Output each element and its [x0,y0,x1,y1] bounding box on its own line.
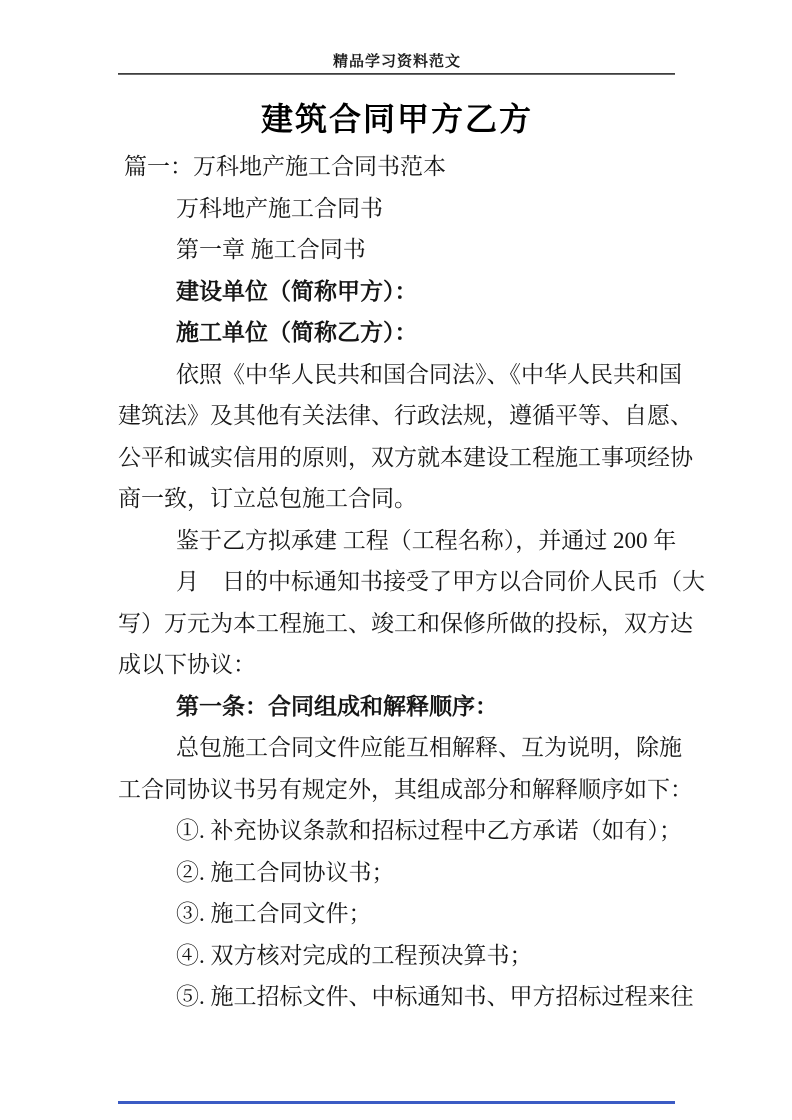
paragraph-line: 成以下协议： [118,652,256,677]
paragraph-line: 公平和诚实信用的原则，双方就本建设工程施工事项经协 [118,444,693,470]
numbered-item-line: ①. 补充协议条款和招标过程中乙方承诺（如有）； [176,818,682,843]
paragraph-line: 建筑法》及其他有关法律、行政法规，遵循平等、自愿、 [118,403,693,428]
numbered-item-line: ⑤. 施工招标文件、中标通知书、甲方招标过程来往 [176,984,694,1009]
paragraph-line: 鉴于乙方拟承建 工程（工程名称），并通过 200 年 [176,527,677,553]
paragraph-line: 工合同协议书另有规定外，其组成部分和解释顺序如下： [118,776,693,802]
paragraph-line: 第一章 施工合同书 [176,237,366,262]
numbered-item-line: ④. 双方核对完成的工程预决算书； [176,942,533,968]
footer-divider-line [118,1101,675,1104]
document-body [118,146,705,1018]
paragraph-line: 月 日的中标通知书接受了甲方以合同价人民币（大 [176,569,705,594]
paragraph-line: 商一致，订立总包施工合同。 [118,486,417,511]
paragraph-line: 万科地产施工合同书 [176,195,383,221]
paragraph-line: 施工单位（简称乙方）： [176,320,418,345]
numbered-item-line: ③. 施工合同文件； [176,901,372,926]
paragraph-line: 篇一：万科地产施工合同书范本 [124,154,446,179]
page-header-watermark: 精品学习资料范文 [332,54,461,70]
document-title: 建筑合同甲方乙方 [260,101,533,137]
paragraph-line: 写）万元为本工程施工、竣工和保修所做的投标，双方达 [118,610,693,636]
header-divider-line [118,73,675,75]
paragraph-line: 建设单位（简称甲方）： [176,278,418,304]
paragraph-line: 依照《中华人民共和国合同法》、《中华人民共和国 [176,361,682,387]
paragraph-line: 第一条：合同组成和解释顺序： [176,693,498,719]
paragraph-line: 总包施工合同文件应能互相解释、互为说明，除施 [176,735,682,760]
numbered-item-line: ②. 施工合同协议书； [176,859,395,885]
